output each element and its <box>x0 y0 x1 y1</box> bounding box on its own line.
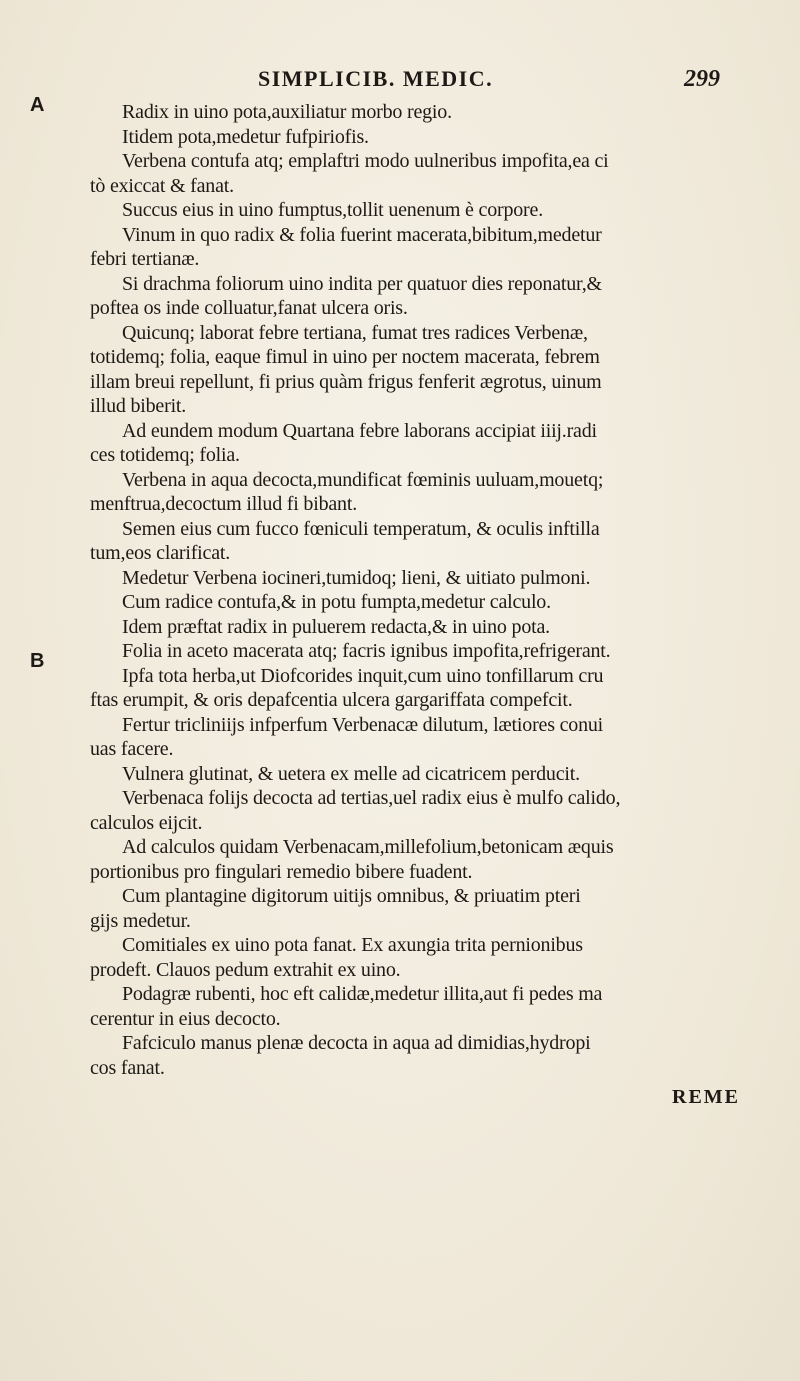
catchword: REME <box>672 1086 740 1108</box>
text-line: Fertur tricliniijs infperfum Verbenacæ dilutum, lætiores conui <box>122 713 604 736</box>
running-title: SIMPLICIB. MEDIC. <box>258 66 494 91</box>
text-line: Verbenaca folijs decocta ad tertias,uel radix eius è mulfo calido, <box>122 787 621 809</box>
text-line: Fafciculo manus plenæ decocta in aqua ad dimidias,hydropi <box>122 1032 591 1054</box>
text-line: Semen eius cum fucco fœniculi temperatum, & oculis inftilla <box>122 517 600 540</box>
text-line: Quicunq; laborat febre tertiana, fumat tres radices Verbenæ, <box>122 321 588 344</box>
text-line: calculos eijcit. <box>90 811 203 834</box>
text-line: illud biberit. <box>90 395 187 417</box>
text-line: tò exiccat & fanat. <box>90 174 234 197</box>
text-line: gijs medetur. <box>90 909 191 932</box>
text-line: ftas erumpit, & oris depafcentia ulcera gargariffata compefcit. <box>90 689 573 711</box>
running-head <box>0 66 800 96</box>
margin-letter-b: B <box>30 650 45 672</box>
text-line: Vinum in quo radix & folia fuerint macerata,bibitum,medetur <box>122 223 602 246</box>
text-line: Cum plantagine digitorum uitijs omnibus, & priuatim pteri <box>122 885 581 907</box>
text-line: Comitiales ex uino pota fanat. Ex axungia trita pernionibus <box>122 934 583 956</box>
text-line: menftrua,decoctum illud fi bibant. <box>90 493 358 515</box>
page-number: 299 <box>684 66 720 92</box>
text-line: febri tertianæ. <box>90 248 200 270</box>
text-line: prodeft. Clauos pedum extrahit ex uino. <box>90 958 401 981</box>
text-line: Ad eundem modum Quartana febre laborans accipiat iiij.radi <box>122 419 597 442</box>
text-line: Vulnera glutinat, & uetera ex melle ad cicatricem perducit. <box>122 762 580 785</box>
text-line: Ad calculos quidam Verbenacam,millefolium,betonicam æquis <box>122 836 614 858</box>
text-line: Verbena contufa atq; emplaftri modo uulneribus impofita,ea ci <box>122 150 609 172</box>
text-line: cos fanat. <box>90 1056 165 1079</box>
text-line: Ipfa tota herba,ut Diofcorides inquit,cum uino tonfillarum cru <box>122 664 604 687</box>
text-line: Verbena in aqua decocta,mundificat fœminis uuluam,mouetq; <box>122 468 604 491</box>
text-line: portionibus pro fingulari remedio bibere fuadent. <box>90 860 473 883</box>
text-line: ces totidemq; folia. <box>90 444 240 466</box>
text-line: Idem præftat radix in puluerem redacta,& in uino pota. <box>122 615 550 638</box>
text-line: poftea os inde colluatur,fanat ulcera oris. <box>90 297 408 319</box>
text-line: tum,eos clarificat. <box>90 542 231 564</box>
text-line: Folia in aceto macerata atq; facris ignibus impofita,refrigerant. <box>122 640 611 662</box>
text-line: Cum radice contufa,& in potu fumpta,medetur calculo. <box>122 591 551 613</box>
text-line: Podagræ rubenti, hoc eft calidæ,medetur illita,aut fi pedes ma <box>122 983 603 1005</box>
text-line: totidemq; folia, eaque fimul in uino per noctem macerata, febrem <box>90 346 600 368</box>
text-line: Radix in uino pota,auxiliatur morbo regio. <box>122 101 452 123</box>
text-line: Medetur Verbena iocineri,tumidoq; lieni, & uitiato pulmoni. <box>122 566 591 589</box>
text-line: Succus eius in uino fumptus,tollit uenenum è corpore. <box>122 199 543 221</box>
text-line: cerentur in eius decocto. <box>90 1007 281 1030</box>
text-line: Si drachma foliorum uino indita per quatuor dies reponatur,& <box>122 272 602 295</box>
body-text <box>90 100 740 1080</box>
margin-letter-a: A <box>30 94 45 116</box>
text-line: uas facere. <box>90 738 174 760</box>
text-line: Itidem pota,medetur fufpiriofis. <box>122 125 369 148</box>
text-line: illam breui repellunt, fi prius quàm frigus fenferit ægrotus, uinum <box>90 370 602 393</box>
